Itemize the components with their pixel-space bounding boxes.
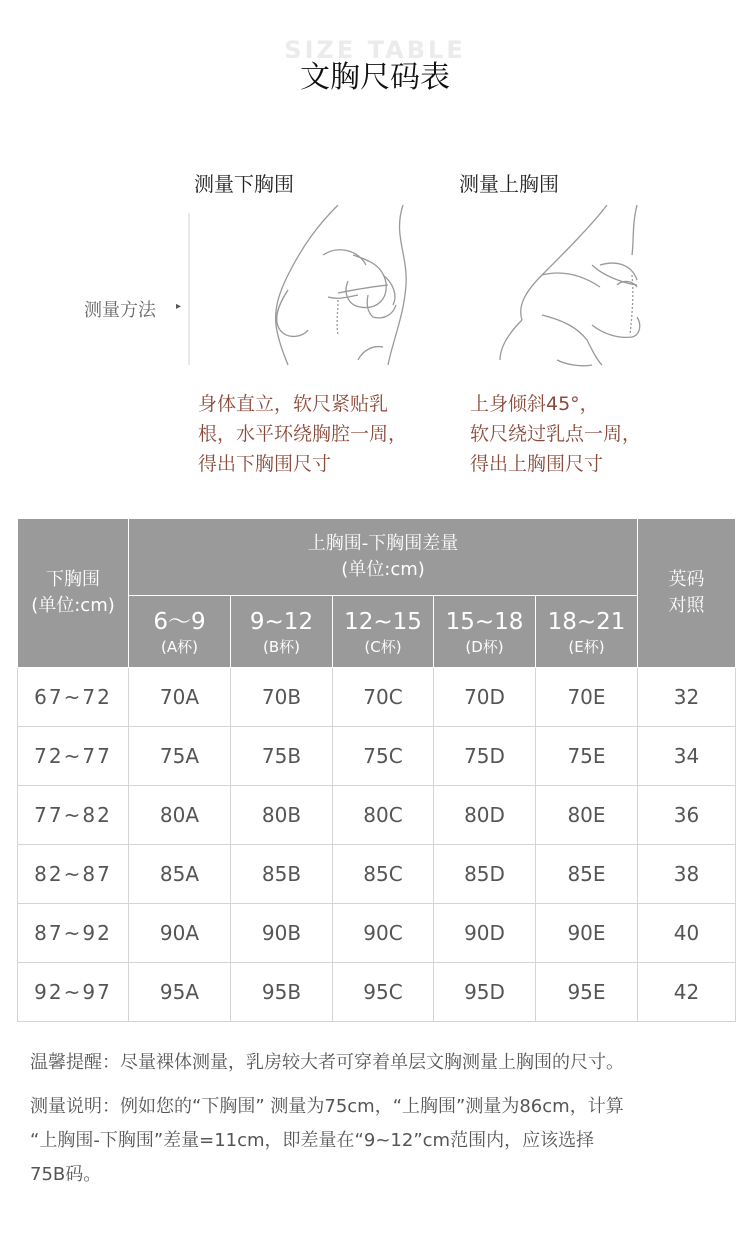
- uk-code-cell: 38: [638, 845, 736, 904]
- size-cell: 75E: [536, 727, 638, 786]
- size-cell: 85B: [231, 845, 333, 904]
- size-cell: 90D: [434, 904, 536, 963]
- cup-range: 9~12: [249, 608, 314, 635]
- upper-bust-figure: [492, 205, 712, 375]
- arrow-right-icon: ▸: [176, 301, 182, 312]
- size-cell: 75A: [129, 727, 231, 786]
- under-bust-header: [18, 519, 129, 668]
- under-bust-cell: 77~82: [18, 786, 129, 845]
- size-cell: 70E: [536, 668, 638, 727]
- size-cell: 70B: [231, 668, 333, 727]
- cup-range: 12~15: [344, 608, 422, 635]
- under-bust-title: 测量下胸围: [194, 172, 294, 196]
- diff-header-line: 上胸围-下胸围差量: [307, 533, 459, 554]
- cup-header: [434, 596, 536, 668]
- under-desc-line: 得出下胸围尺寸: [198, 453, 332, 475]
- upper-desc-line: 软尺绕过乳点一周，: [470, 423, 642, 445]
- code-header-line: 英码: [668, 569, 705, 590]
- under-bust-cell: 82~87: [18, 845, 129, 904]
- cup-range: 15~18: [445, 608, 524, 635]
- size-cell: 70A: [129, 668, 231, 727]
- cup-header: [536, 596, 638, 668]
- upper-desc-line: 得出上胸围尺寸: [470, 453, 604, 475]
- uk-code-cell: 36: [638, 786, 736, 845]
- uk-code-cell: 42: [638, 963, 736, 1022]
- under-bust-cell: 87~92: [18, 904, 129, 963]
- cup-header: [231, 596, 333, 668]
- size-cell: 95E: [536, 963, 638, 1022]
- cup-label: (D杯): [465, 637, 504, 656]
- table-row: [18, 668, 736, 727]
- explain-line: “上胸围-下胸围”差量=11cm，即差量在“9~12”cm范围内，应该选择: [30, 1130, 595, 1151]
- tip-note: 温馨提醒：尽量裸体测量，乳房较大者可穿着单层文胸测量上胸围的尺寸。: [30, 1052, 624, 1073]
- cup-range: 18~21: [547, 608, 626, 635]
- size-cell: 80A: [129, 786, 231, 845]
- watermark-text: SIZE TABLE: [284, 36, 466, 64]
- uk-code-cell: 32: [638, 668, 736, 727]
- under-bust-cell: 72~77: [18, 727, 129, 786]
- upper-desc-line: 上身倾斜45°，: [470, 393, 599, 415]
- size-table: [17, 518, 736, 1022]
- cup-label: (A杯): [161, 637, 198, 656]
- cup-label: (C杯): [364, 637, 402, 656]
- size-cell: 90E: [536, 904, 638, 963]
- cup-range: 6～9: [153, 608, 206, 635]
- diff-header-line: (单位:cm): [341, 559, 425, 580]
- size-cell: 75B: [231, 727, 333, 786]
- size-cell: 70C: [333, 668, 434, 727]
- size-cell: 80B: [231, 786, 333, 845]
- size-cell: 85D: [434, 845, 536, 904]
- uk-size-header: [638, 519, 736, 668]
- size-cell: 95A: [129, 963, 231, 1022]
- size-cell: 85C: [333, 845, 434, 904]
- uk-code-cell: 40: [638, 904, 736, 963]
- page-title: 文胸尺码表: [300, 60, 450, 95]
- cup-header: [129, 596, 231, 668]
- size-cell: 80C: [333, 786, 434, 845]
- difference-header: [129, 519, 638, 596]
- size-cell: 75D: [434, 727, 536, 786]
- under-header-line: (单位:cm): [31, 595, 115, 616]
- size-cell: 95C: [333, 963, 434, 1022]
- size-cell: 90A: [129, 904, 231, 963]
- size-cell: 75C: [333, 727, 434, 786]
- explain-line: 测量说明：例如您的“下胸围” 测量为75cm，“上胸围”测量为86cm，计算: [30, 1096, 624, 1117]
- cup-header: [333, 596, 434, 668]
- under-bust-cell: 92~97: [18, 963, 129, 1022]
- upper-bust-title: 测量上胸围: [459, 172, 559, 196]
- upper-bust-description: [470, 389, 641, 479]
- table-row: [18, 845, 736, 904]
- size-cell: 90C: [333, 904, 434, 963]
- size-cell: 80D: [434, 786, 536, 845]
- table-row: [18, 904, 736, 963]
- size-cell: 95D: [434, 963, 536, 1022]
- explain-line: 75B码。: [30, 1164, 102, 1185]
- method-label: 测量方法: [84, 300, 156, 321]
- uk-code-cell: 34: [638, 727, 736, 786]
- under-desc-line: 根，水平环绕胸腔一周，: [198, 423, 408, 445]
- size-cell: 90B: [231, 904, 333, 963]
- under-bust-description: [198, 389, 407, 479]
- cup-label: (E杯): [568, 637, 605, 656]
- under-bust-cell: 67~72: [18, 668, 129, 727]
- size-cell: 70D: [434, 668, 536, 727]
- under-bust-figure: [188, 205, 408, 375]
- table-row: [18, 786, 736, 845]
- under-desc-line: 身体直立，软尺紧贴乳: [198, 393, 389, 415]
- code-header-line: 对照: [668, 595, 705, 616]
- cup-label: (B杯): [263, 637, 300, 656]
- size-cell: 80E: [536, 786, 638, 845]
- explain-note: [30, 1090, 730, 1192]
- table-row: [18, 727, 736, 786]
- size-cell: 95B: [231, 963, 333, 1022]
- size-cell: 85E: [536, 845, 638, 904]
- size-cell: 85A: [129, 845, 231, 904]
- under-header-line: 下胸围: [46, 569, 100, 590]
- table-row: [18, 963, 736, 1022]
